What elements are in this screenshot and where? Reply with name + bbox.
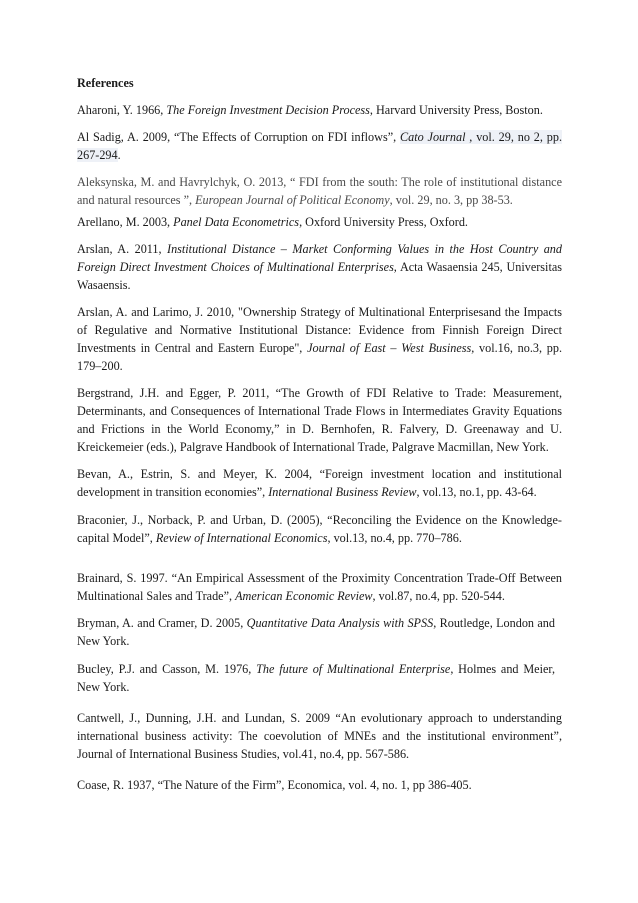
ref-text: Brainard, S. 1997. “An Empirical Assessment of the Proximity Concentration Trade-Off Between Multinational Sales and Trade”, — [77, 571, 562, 603]
ref-title: European Journal of Political Economy — [195, 193, 390, 207]
reference-entry — [77, 303, 562, 375]
reference-entry — [77, 101, 562, 119]
ref-text: Arellano, M. 2003, — [77, 215, 174, 229]
reference-entry — [77, 660, 555, 696]
ref-text: Aharoni, Y. 1966, — [77, 103, 167, 117]
ref-title: The Foreign Investment Decision Process — [166, 103, 370, 117]
ref-text: . — [117, 148, 121, 162]
ref-title: Panel Data Econometrics — [173, 215, 300, 229]
ref-text: Acta Wasaensia 245, Universitas Wasaensis. — [77, 260, 562, 292]
reference-entry — [77, 465, 562, 501]
ref-text: Arslan, A. 2011, — [77, 242, 168, 256]
ref-title: American Economic Review — [235, 589, 373, 603]
reference-entry — [77, 173, 562, 209]
ref-text: , Routledge, London and New York. — [77, 616, 555, 648]
ref-text: Bryman, A. and Cramer, D. 2005, — [77, 616, 247, 630]
reference-entry — [77, 128, 562, 164]
ref-title: The future of Multinational Enterprise — [256, 662, 451, 676]
ref-title: Journal of East – West Business, — [307, 341, 475, 355]
ref-text: Cantwell, J., Dunning, J.H. and Lundan, S. 2009 “An evolutionary approach to understanding international business activity: The coevolution of MNEs and the institutional environment”, Journal of International Business Studies, vol.41, no.4, pp. 567-586. — [77, 711, 562, 761]
ref-text: , vol.13, no.4, pp. 770–786. — [327, 531, 462, 545]
ref-title: Institutional Distance – Market Conforming Values in the Host Country and Foreign Direct Investment Choices of Multinational Enterprises, — [77, 242, 562, 274]
references-page — [77, 74, 562, 794]
ref-text: Braconier, J., Norback, P. and Urban, D. (2005), “Reconciling the Evidence on the Knowledge-capital Model”, — [77, 513, 562, 545]
references-heading: References — [77, 76, 134, 90]
ref-text: , Oxford University Press, Oxford. — [299, 215, 468, 229]
ref-title: International Business Review — [268, 485, 417, 499]
reference-entry — [77, 569, 562, 605]
ref-title: Quantitative Data Analysis with SPSS — [246, 616, 434, 630]
ref-text: , vol.13, no.1, pp. 43-64. — [416, 485, 537, 499]
reference-entry — [77, 776, 562, 794]
ref-text: Aleksynska, M. and Havrylchyk, O. 2013, “ FDI from the south: The role of institutional distance and natural resources ”, — [77, 175, 562, 207]
ref-title: Review of International Economics — [155, 531, 328, 545]
ref-text: , vol.87, no.4, pp. 520-544. — [372, 589, 505, 603]
reference-entry — [77, 709, 562, 763]
ref-title: Cato Journal — [400, 130, 466, 144]
reference-entry — [77, 511, 562, 547]
ref-text: vol.16, no.3, pp. 179–200. — [77, 341, 563, 373]
reference-entry — [77, 240, 562, 294]
ref-text: , vol. 29, no. 3, pp 38-53. — [389, 193, 513, 207]
ref-text: , Holmes and Meier, New York. — [77, 662, 555, 694]
ref-text: Coase, R. 1937, “The Nature of the Firm”, Economica, vol. 4, no. 1, pp 386-405. — [77, 778, 472, 792]
ref-text: , vol. 29, no 2, pp. 267-294 — [77, 130, 562, 162]
ref-text: Arslan, A. and Larimo, J. 2010, "Ownership Strategy of Multinational Enterprisesand the Impacts of Regulative and Normative Institutional Distance: Evidence from Finnish Foreign Direct Investments in Central and Eastern Europe", — [77, 305, 562, 355]
ref-text: , Harvard University Press, Boston. — [369, 103, 543, 117]
reference-entry — [77, 213, 562, 231]
ref-text: Bergstrand, J.H. and Egger, P. 2011, “The Growth of FDI Relative to Trade: Measurement, Determinants, and Consequences of International Trade Flows in Intermediates Gravity Equations and Frictions in the World Economy,” in D. Bernhofen, R. Falvery, D. Greenaway and U. Kreickemeier (eds.), Palgrave Handbook of International Trade, Palgrave Macmillan, New York. — [77, 386, 562, 454]
reference-entry — [77, 614, 555, 650]
ref-text: Bucley, P.J. and Casson, M. 1976, — [77, 662, 257, 676]
ref-text: Bevan, A., Estrin, S. and Meyer, K. 2004, “Foreign investment location and institutional development in transition economies”, — [77, 467, 562, 499]
ref-text: Al Sadig, A. 2009, “The Effects of Corruption on FDI inflows”, — [77, 130, 400, 144]
reference-entry — [77, 384, 562, 456]
